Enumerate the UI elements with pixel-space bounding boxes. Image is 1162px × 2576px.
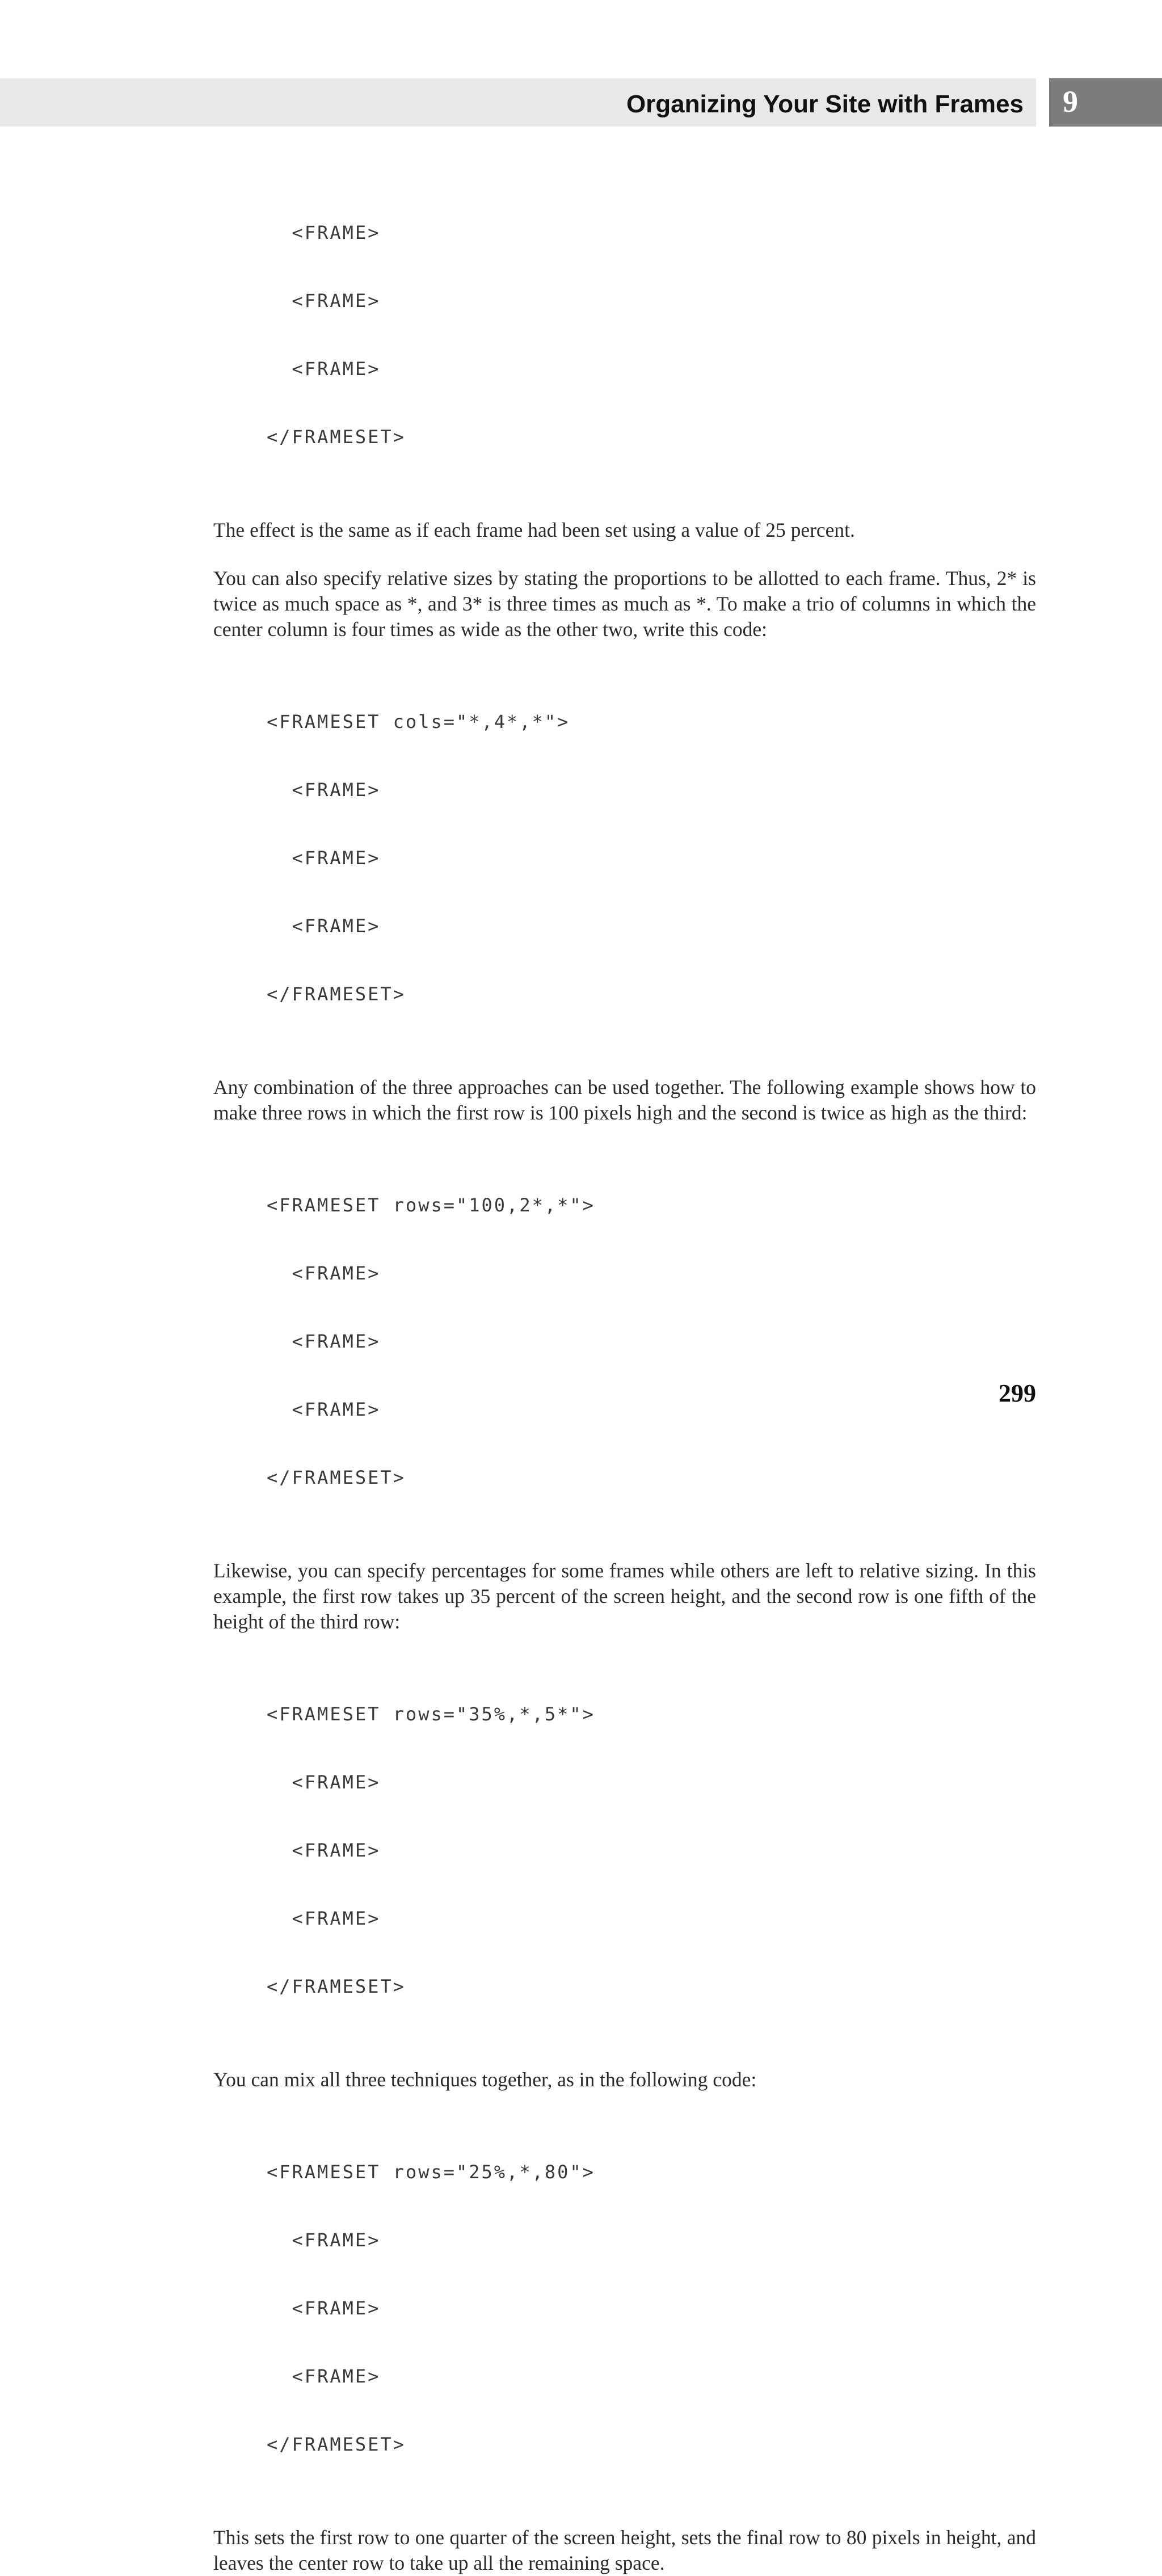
code-line: <FRAME>: [267, 2297, 381, 2319]
paragraph-6: This sets the first row to one quarter of the screen height, sets the final row to 80 pixels in height, and leaves the center row to take up all the remaining space.: [213, 2526, 1036, 2574]
code-line: </FRAMESET>: [267, 426, 406, 448]
chapter-number: 9: [1063, 85, 1078, 119]
code-line: <FRAME>: [267, 1840, 381, 1861]
code-line: <FRAME>: [267, 290, 381, 312]
code-line: </FRAMESET>: [267, 1467, 406, 1488]
paragraph-5: You can mix all three techniques together, as in the following code:: [213, 2068, 757, 2091]
code-line: <FRAME>: [267, 847, 381, 869]
paragraph-3: Any combination of the three approaches can be used together. The following example shows how to make three rows in which the first row is 100 pixels high and the second is twice as high as the third:: [213, 1076, 1036, 1124]
code-line: <FRAME>: [267, 1908, 381, 1929]
code-line: </FRAMESET>: [267, 2434, 406, 2455]
code-line: <FRAME>: [267, 779, 381, 801]
paragraph-4: Likewise, you can specify percentages for some frames while others are left to relative sizing. In this example, the first row takes up 35 percent of the screen height, and the second row is one fifth of the height of the third row:: [213, 1559, 1036, 1633]
page-body: [213, 176, 1036, 2576]
code-line: <FRAME>: [267, 2229, 381, 2251]
code-line: <FRAME>: [267, 222, 381, 243]
code-line: <FRAME>: [267, 1262, 381, 1284]
code-block-4: [267, 1657, 1036, 2043]
code-line: <FRAMESET rows="25%,*,80">: [267, 2161, 595, 2183]
code-block-1: [267, 176, 1036, 494]
code-line: <FRAME>: [267, 1331, 381, 1352]
code-block-5: [267, 2115, 1036, 2501]
code-line: <FRAMESET rows="100,2*,*">: [267, 1194, 595, 1216]
paragraph-1: The effect is the same as if each frame had been set using a value of 25 percent.: [213, 519, 855, 541]
code-block-2: [267, 665, 1036, 1051]
code-line: <FRAME>: [267, 1771, 381, 1793]
code-line: <FRAMESET rows="35%,*,5*">: [267, 1703, 595, 1725]
paragraph-2: You can also specify relative sizes by stating the proportions to be allotted to each frame. Thus, 2* is twice as much space as *, and 3* is three times as much as *. To make a trio of columns in which the center column is four times as wide as the other two, write this code:: [213, 567, 1036, 641]
code-line: <FRAME>: [267, 2365, 381, 2387]
code-line: <FRAME>: [267, 1399, 381, 1420]
code-line: </FRAMESET>: [267, 983, 406, 1005]
running-header-title: Organizing Your Site with Frames: [626, 90, 1024, 118]
code-line: <FRAME>: [267, 915, 381, 937]
code-block-3: [267, 1148, 1036, 1534]
code-line: <FRAME>: [267, 358, 381, 380]
code-line: <FRAMESET cols="*,4*,*">: [267, 711, 570, 733]
code-line: </FRAMESET>: [267, 1976, 406, 1997]
page-number: 299: [999, 1379, 1036, 1407]
